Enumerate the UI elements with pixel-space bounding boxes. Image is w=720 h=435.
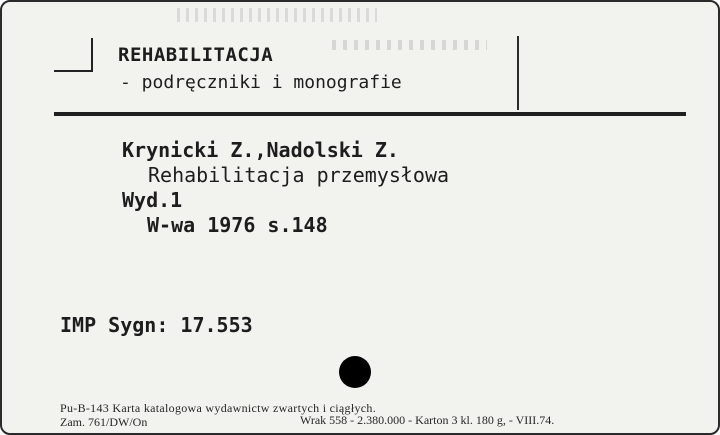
call-number: IMP Sygn: 17.553 [60, 313, 253, 337]
corner-bracket [54, 70, 92, 72]
punch-hole [339, 356, 371, 388]
faded-stamp-mark [332, 40, 487, 50]
footer-order-number: Zam. 761/DW/On [60, 415, 148, 429]
corner-bracket [91, 38, 93, 72]
header-rule [54, 112, 686, 116]
column-divider [517, 36, 519, 110]
footer-form-line: Pu-B-143 Karta katalogowa wydawnictw zwartych i ciągłych. [60, 401, 377, 415]
footer-print-info: Wrak 558 - 2.380.000 - Karton 3 kl. 180 g, - VIII.74. [300, 413, 555, 427]
subject-subheading: - podręczniki i monografie [120, 72, 402, 93]
faded-stamp-mark [177, 8, 377, 22]
subject-heading: REHABILITACJA [118, 44, 274, 66]
record-title: Rehabilitacja przemysłowa [148, 163, 450, 187]
record-edition: Wyd.1 [122, 188, 183, 212]
record-publication: W-wa 1976 s.148 [147, 213, 328, 237]
record-authors: Krynicki Z.,Nadolski Z. [122, 138, 399, 162]
